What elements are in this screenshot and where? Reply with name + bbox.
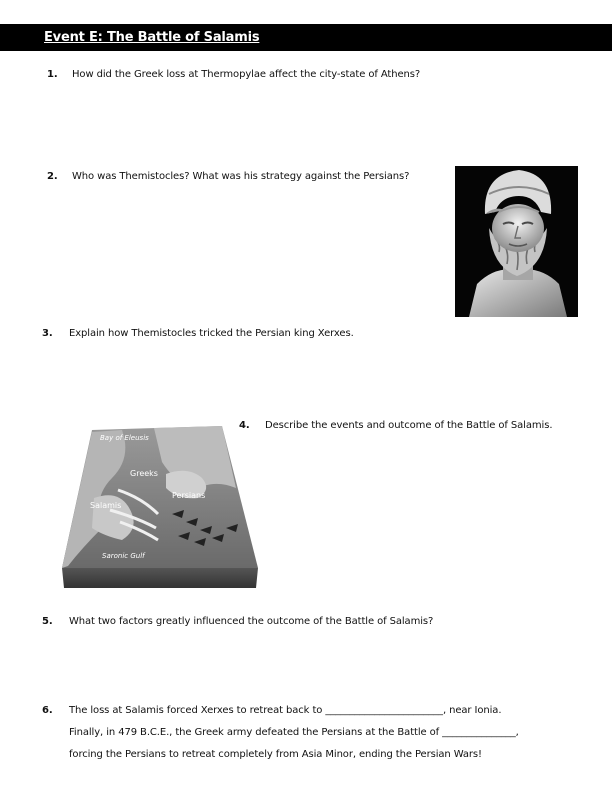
map-label-persians: Persians (172, 491, 206, 500)
question-number: 5. (42, 616, 53, 627)
page-title: Event E: The Battle of Salamis (44, 30, 260, 45)
question-text: Explain how Themistocles tricked the Persian king Xerxes. (69, 328, 354, 339)
question-6-line-2: Finally, in 479 B.C.E., the Greek army defeated the Persians at the Battle of _______________, (69, 727, 519, 738)
map-label-greeks: Greeks (130, 469, 158, 478)
question-text: What two factors greatly influenced the outcome of the Battle of Salamis? (69, 616, 434, 627)
themistocles-bust-image (455, 166, 578, 317)
map-label-gulf: Saronic Gulf (102, 552, 145, 560)
question-number: 3. (42, 328, 53, 339)
question-number: 1. (47, 69, 58, 80)
map-label-bay: Bay of Eleusis (100, 434, 149, 442)
question-number: 6. (42, 705, 53, 716)
map-label-salamis: Salamis (90, 501, 122, 510)
question-number: 2. (47, 171, 58, 182)
question-number: 4. (239, 420, 250, 431)
question-6-line-3: forcing the Persians to retreat completely from Asia Minor, ending the Persian Wars! (69, 749, 482, 760)
question-text: Describe the events and outcome of the Battle of Salamis. (265, 420, 553, 431)
question-text: How did the Greek loss at Thermopylae affect the city-state of Athens? (72, 69, 421, 80)
question-text: Who was Themistocles? What was his strategy against the Persians? (72, 171, 410, 182)
question-6-line-1: The loss at Salamis forced Xerxes to retreat back to ________________________, near Ionia. (69, 705, 502, 716)
header-bar (0, 24, 612, 51)
battle-of-salamis-map (62, 418, 260, 590)
